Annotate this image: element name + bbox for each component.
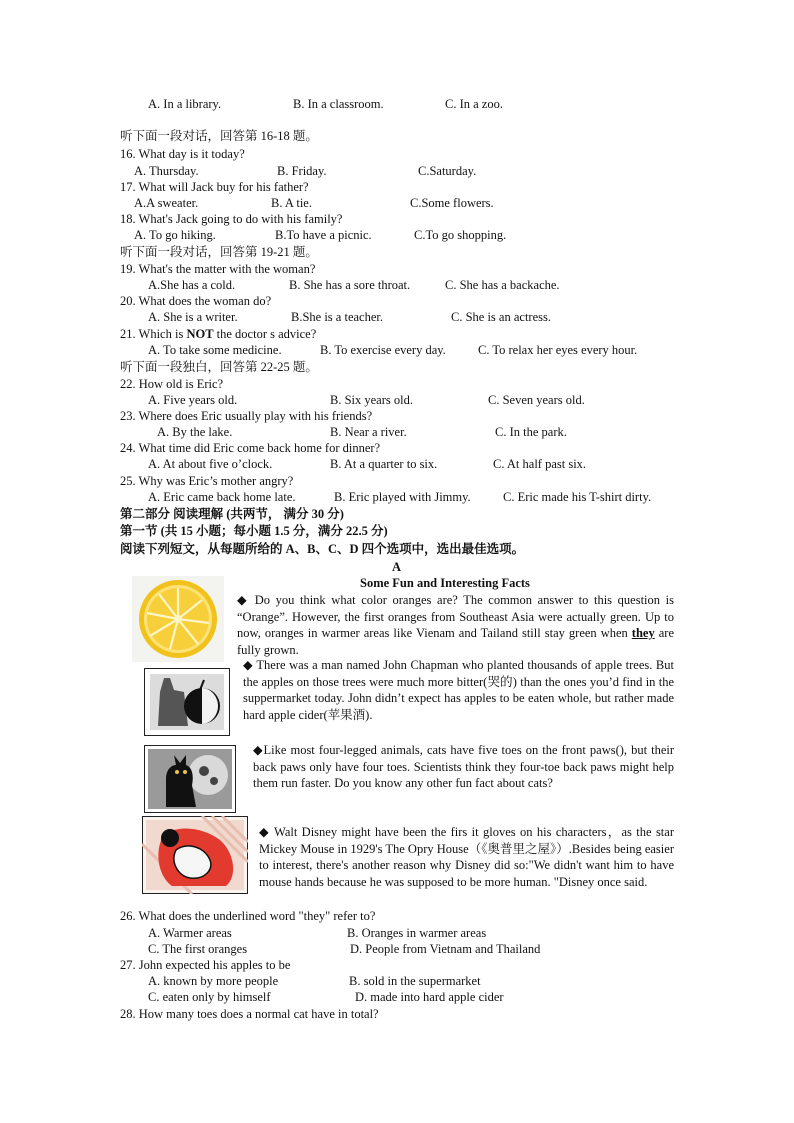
q20-option-c: C. She is an actress. (451, 310, 551, 324)
q27-option-b: B. sold in the supermarket (349, 974, 481, 988)
q15-option-a: A. In a library. (148, 97, 222, 111)
q16-option-c: C.Saturday. (418, 164, 477, 178)
instruction-16-18: 听下面一段对话，回答第 16-18 题。 (120, 129, 318, 143)
apple-image (144, 668, 230, 736)
q15-option-c: C. In a zoo. (445, 97, 503, 111)
q21-question (120, 327, 316, 342)
fact-cats: ◆Like most four-legged animals, cats have five toes on the front paws(), but their back paws only have four toes. Scientists think they four-toe back paws might help them run faster. Do you know any other fun fact about cats? (253, 743, 674, 791)
q24-option-c: C. At half past six. (493, 457, 587, 471)
q21-question-not: NOT (186, 327, 214, 341)
q26-question: 26. What does the underlined word "they" refer to? (120, 909, 376, 923)
q24-question: 24. What time did Eric come back home for dinner? (120, 441, 381, 455)
q15-option-b: B. In a classroom. (293, 97, 384, 111)
q25-question: 25. Why was Eric’s mother angry? (120, 474, 294, 488)
q22-option-b: B. Six years old. (330, 393, 413, 407)
q22-option-a: A. Five years old. (148, 393, 238, 407)
q23-option-c: C. In the park. (495, 425, 567, 439)
q17-question: 17. What will Jack buy for his father? (120, 180, 309, 194)
q27-option-a: A. known by more people (148, 974, 279, 988)
q18-option-c: C.To go shopping. (414, 228, 507, 242)
q26-option-a: A. Warmer areas (148, 926, 232, 940)
q25-option-b: B. Eric played with Jimmy. (334, 490, 471, 504)
q18-option-a: A. To go hiking. (134, 228, 216, 242)
instruction-19-21: 听下面一段对话，回答第 19-21 题。 (120, 245, 318, 259)
q21-option-c: C. To relax her eyes every hour. (478, 343, 638, 357)
q21-option-b: B. To exercise every day. (320, 343, 446, 357)
cat-image (144, 745, 236, 813)
q24-option-b: B. At a quarter to six. (330, 457, 438, 471)
q20-question: 20. What does the woman do? (120, 294, 272, 308)
q26-option-c: C. The first oranges (148, 942, 248, 956)
q17-option-a: A.A sweater. (134, 196, 199, 210)
orange-slice-image (132, 576, 224, 662)
q26-option-b: B. Oranges in warmer areas (347, 926, 487, 940)
q19-option-c: C. She has a backache. (445, 278, 560, 292)
passage-letter: A (392, 560, 402, 574)
q19-option-b: B. She has a sore throat. (289, 278, 411, 292)
q17-option-b: B. A tie. (271, 196, 312, 210)
q27-question: 27. John expected his apples to be (120, 958, 291, 972)
q20-option-b: B.She is a teacher. (291, 310, 383, 324)
q28-question: 28. How many toes does a normal cat have in total? (120, 1007, 379, 1021)
q26-option-d: D. People from Vietnam and Thailand (350, 942, 541, 956)
fact-apples: ◆ There was a man named John Chapman who planted thousands of apple trees. But the apples on those trees were much more bitter(哭的) than the ones you’d find in the suppermarket today. John didn’t expect has apples to be eaten whole, but rather made hard apple cider(苹果酒). (243, 658, 674, 722)
q18-option-b: B.To have a picnic. (275, 228, 372, 242)
q27-option-d: D. made into hard apple cider (355, 990, 504, 1004)
q17-option-c: C.Some flowers. (410, 196, 494, 210)
underlined-word-they: they (631, 626, 655, 641)
fact-disney: ◆ Walt Disney might have been the firs it gloves on his characters，as the star Mickey Mouse in 1929's The Opry House（《奥普里之屋》）.Besides being easier to interest, there's another reason why Disney did so:"We didn't want him to have mouse hands because he was supposed to be more human. "Disney once said. (259, 825, 674, 889)
reading-instruction: 阅读下列短文，从每题所给的 A、B、C、D 四个选项中，选出最佳选项。 (120, 542, 525, 556)
q23-option-b: B. Near a river. (330, 425, 407, 439)
q27-option-c: C. eaten only by himself (148, 990, 271, 1004)
q24-option-a: A. At about five o’clock. (148, 457, 273, 471)
q18-question: 18. What's Jack going to do with his family? (120, 212, 343, 226)
section-one-title: 第一节 (共 15 小题；每小题 1.5 分，满分 22.5 分) (120, 524, 388, 538)
q22-question: 22. How old is Eric? (120, 377, 224, 391)
q25-option-a: A. Eric came back home late. (148, 490, 296, 504)
q23-option-a: A. By the lake. (157, 425, 233, 439)
q20-option-a: A. She is a writer. (148, 310, 238, 324)
q22-option-c: C. Seven years old. (488, 393, 585, 407)
passage-title: Some Fun and Interesting Facts (360, 576, 530, 590)
fact-oranges-text-pre: ◆ Do you think what color oranges are? The common answer to this question is “Orange”. However, the first oranges from Southeast Asia were actually green. Up to now, oranges in warmer areas like Vienam and Tailand still stay green when (237, 593, 674, 641)
q21-question-pre: 21. Which is (120, 327, 187, 341)
q23-question: 23. Where does Eric usually play with his friends? (120, 409, 373, 423)
q16-option-b: B. Friday. (277, 164, 327, 178)
fact-oranges-text-post: are fully grown. (237, 626, 675, 657)
q19-question: 19. What's the matter with the woman? (120, 262, 316, 276)
q21-question-post: the doctor s advice? (213, 327, 317, 341)
q21-option-a: A. To take some medicine. (148, 343, 282, 357)
fact-oranges (237, 592, 674, 658)
q16-question: 16. What day is it today? (120, 147, 245, 161)
q25-option-c: C. Eric made his T-shirt dirty. (503, 490, 652, 504)
q16-option-a: A. Thursday. (134, 164, 199, 178)
q19-option-a: A.She has a cold. (148, 278, 236, 292)
mickey-glove-image (142, 816, 248, 894)
instruction-22-25: 听下面一段独白，回答第 22-25 题。 (120, 360, 318, 374)
part-two-title: 第二部分 阅读理解 (共两节， 满分 30 分) (120, 507, 344, 521)
